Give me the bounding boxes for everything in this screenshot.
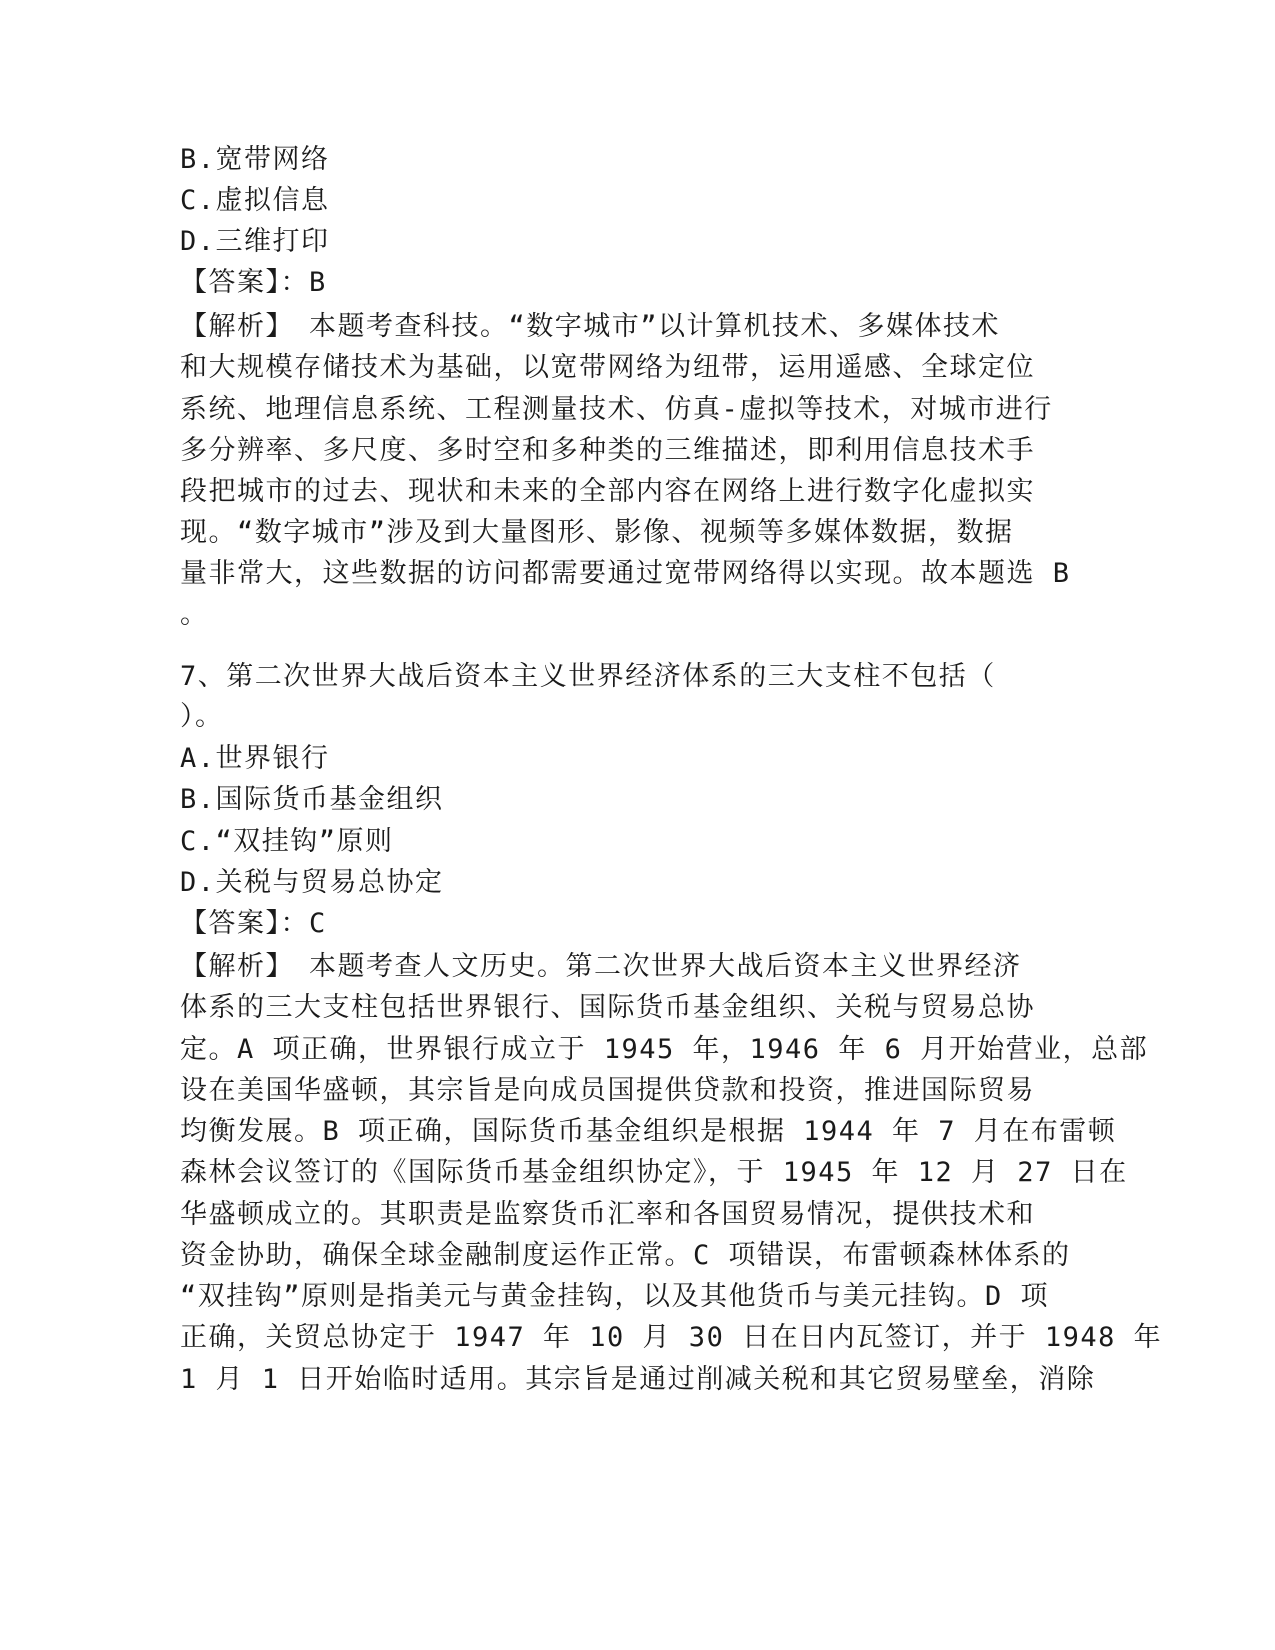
q7-analysis-line: 资金协助，确保全球金融制度运作正常。C 项错误，布雷顿森林体系的 bbox=[180, 1240, 1071, 1271]
q7-analysis-line: “双挂钩”原则是指美元与黄金挂钩，以及其他货币与美元挂钩。D 项 bbox=[180, 1281, 1050, 1312]
q7-analysis-line: 1 月 1 日开始临时适用。其宗旨是通过削减关税和其它贸易壁垒，消除 bbox=[180, 1364, 1096, 1395]
q6-analysis-line: 。 bbox=[180, 599, 209, 630]
q6-option-c: C.虚拟信息 bbox=[180, 185, 330, 216]
q7-answer: 【答案】：C bbox=[180, 908, 327, 939]
q7-question-line: 7、第二次世界大战后资本主义世界经济体系的三大支柱不包括（ bbox=[180, 661, 996, 692]
q6-analysis-line: 和大规模存储技术为基础，以宽带网络为纽带，运用遥感、全球定位 bbox=[180, 352, 1035, 383]
q7-analysis-line: 体系的三大支柱包括世界银行、国际货币基金组织、关税与贸易总协 bbox=[180, 992, 1035, 1023]
q6-analysis-line: 现。“数字城市”涉及到大量图形、影像、视频等多媒体数据，数据 bbox=[180, 517, 1014, 548]
q7-analysis-line: 正确，关贸总协定于 1947 年 10 月 30 日在日内瓦签订，并于 1948 年 bbox=[180, 1322, 1163, 1353]
q6-analysis-line: 段把城市的过去、现状和未来的全部内容在网络上进行数字化虚拟实 bbox=[180, 476, 1035, 507]
q7-option-b: B.国际货币基金组织 bbox=[180, 784, 444, 815]
q6-analysis-line: 系统、地理信息系统、工程测量技术、仿真-虚拟等技术，对城市进行 bbox=[180, 394, 1053, 425]
q7-analysis-line: 设在美国华盛顿，其宗旨是向成员国提供贷款和投资，推进国际贸易 bbox=[180, 1075, 1035, 1106]
q6-option-b: B.宽带网络 bbox=[180, 144, 330, 175]
q7-analysis-line: 均衡发展。B 项正确，国际货币基金组织是根据 1944 年 7 月在布雷顿 bbox=[180, 1116, 1117, 1147]
q6-option-d: D.三维打印 bbox=[180, 226, 330, 257]
q7-question-line: ）。 bbox=[180, 701, 224, 732]
q7-analysis-line: 华盛顿成立的。其职责是监察货币汇率和各国贸易情况，提供技术和 bbox=[180, 1199, 1035, 1230]
q6-analysis-line: 【解析】 本题考查科技。“数字城市”以计算机技术、多媒体技术 bbox=[180, 311, 1001, 342]
q7-analysis-line: 【解析】 本题考查人文历史。第二次世界大战后资本主义世界经济 bbox=[180, 951, 1022, 982]
q7-option-d: D.关税与贸易总协定 bbox=[180, 867, 444, 898]
q7-analysis-line: 定。A 项正确，世界银行成立于 1945 年，1946 年 6 月开始营业，总部 bbox=[180, 1034, 1149, 1065]
q6-analysis-line: 多分辨率、多尺度、多时空和多种类的三维描述，即利用信息技术手 bbox=[180, 435, 1035, 466]
q7-option-a: A.世界银行 bbox=[180, 743, 330, 774]
q6-analysis-line: 量非常大，这些数据的访问都需要通过宽带网络得以实现。故本题选 B bbox=[180, 558, 1071, 589]
q7-option-c: C.“双挂钩”原则 bbox=[180, 826, 394, 857]
q6-answer: 【答案】：B bbox=[180, 267, 327, 298]
q7-analysis-line: 森林会议签订的《国际货币基金组织协定》，于 1945 年 12 月 27 日在 bbox=[180, 1157, 1128, 1188]
